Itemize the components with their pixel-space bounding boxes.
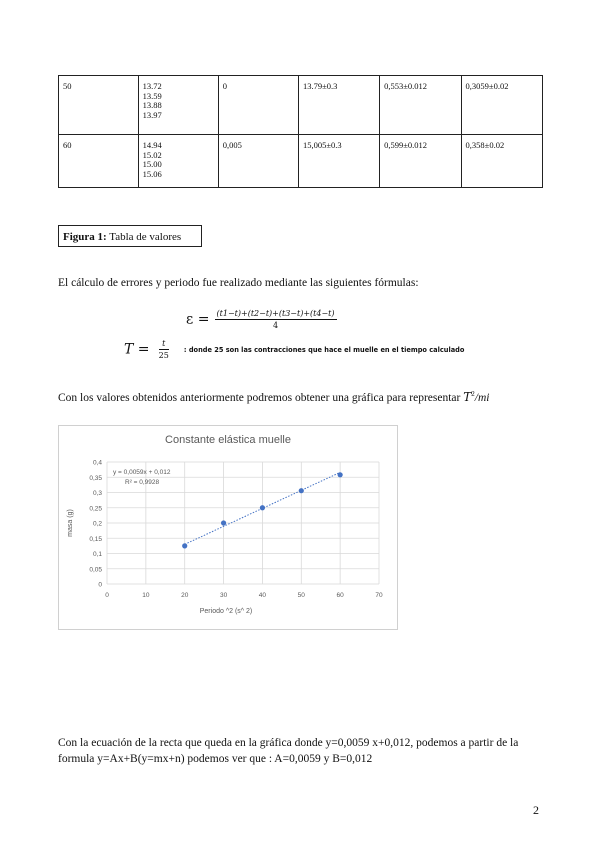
y-axis-label: masa (g) [67, 509, 74, 537]
table-row [59, 135, 543, 188]
data-point [182, 543, 187, 548]
paragraph-equation-1: Con la ecuación de la recta que queda en la gráfica donde y=0,0059 x+0,012, podemos a partir de la [58, 737, 519, 749]
data-point [221, 520, 226, 525]
x-tick-label: 10 [142, 592, 150, 599]
fraction [159, 339, 169, 360]
page-number: 2 [533, 803, 539, 817]
cell-line: 14.94 [142, 140, 162, 150]
formula-lhs: T = [124, 341, 150, 358]
x-tick-label: 70 [375, 592, 383, 599]
table-cell: 0,553±0.012 [380, 76, 461, 135]
formula-lhs: ε = [186, 311, 210, 328]
cell-line: 15.02 [142, 149, 162, 160]
paragraph-equation-2: formula y=Ax+B(y=mx+n) podemos ver que : A=0,0059 y B=0,012 [58, 753, 373, 765]
numerator: (t1−t)+(t2−t)+(t3−t)+(t4−t) [216, 309, 335, 318]
trend-equation: y = 0,0059x + 0,012 [113, 469, 171, 476]
table-cell: 0,005 [218, 135, 298, 188]
caption-text: Tabla de valores [106, 231, 182, 243]
cell-line: 13.88 [142, 100, 162, 111]
numerator: t [159, 339, 169, 350]
y-tick-label: 0,05 [89, 566, 102, 574]
table-cell: 50 [59, 76, 139, 135]
table-cell [138, 76, 218, 135]
table-cell: 60 [59, 135, 139, 188]
caption-label: Figura 1: [63, 231, 107, 243]
formula-note: : donde 25 son las contracciones que hace el muelle en el tiempo calculado [183, 345, 465, 354]
cell-line: 15.06 [142, 168, 162, 179]
y-tick-label: 0,1 [92, 551, 102, 558]
formula-epsilon [186, 309, 337, 330]
table-cell: 0,358±0.02 [461, 135, 542, 188]
y-tick-label: 0 [98, 581, 102, 589]
x-tick-label: 40 [258, 592, 267, 599]
r-squared: R² = 0,9928 [125, 479, 160, 486]
data-point [299, 488, 304, 493]
chart-title: Constante elástica muelle [165, 434, 291, 446]
y-tick-label: 0,15 [89, 535, 102, 543]
math-T: T [463, 390, 472, 404]
y-tick-label: 0,3 [92, 490, 102, 497]
math-sup: 2 [471, 390, 475, 399]
table-cell: 0 [218, 76, 298, 135]
x-tick-label: 0 [105, 592, 109, 599]
denominator: 25 [158, 351, 169, 360]
values-table [58, 75, 543, 188]
cell-line: 15.00 [142, 159, 162, 170]
y-tick-label: 0,2 [92, 520, 102, 528]
table-row [59, 76, 543, 135]
cell-line: 13.59 [142, 90, 162, 101]
paragraph-graph [58, 390, 489, 404]
y-tick-label: 0,25 [89, 505, 102, 513]
table-cell [138, 135, 218, 188]
y-tick-label: 0,35 [89, 474, 102, 482]
table-cell: 0,3059±0.02 [461, 76, 542, 135]
fraction [215, 309, 337, 330]
data-point [260, 505, 265, 510]
table-cell: 15,005±0.3 [298, 135, 379, 188]
chart-frame [58, 425, 398, 630]
x-axis-label: Periodo ^2 (s^ 2) [199, 608, 253, 615]
x-tick-label: 30 [219, 592, 228, 599]
figure-caption [58, 225, 202, 247]
formula-period [124, 339, 464, 360]
cell-line: 13.97 [142, 109, 162, 120]
math-tail: /mi [474, 392, 490, 404]
table-cell: 0,599±0.012 [380, 135, 461, 188]
paragraph-text: Con los valores obtenidos anteriormente podremos obtener una gráfica para representar [58, 392, 464, 404]
table-cell: 13.79±0.3 [298, 76, 379, 135]
x-tick-label: 20 [181, 592, 189, 599]
x-tick-label: 60 [336, 592, 344, 599]
cell-line: 13.72 [142, 81, 162, 91]
y-tick-label: 0,4 [92, 459, 102, 467]
denominator: 4 [272, 321, 279, 330]
data-point [338, 472, 343, 477]
scatter-chart [59, 426, 397, 629]
x-tick-label: 50 [297, 592, 305, 599]
paragraph-errors: El cálculo de errores y periodo fue realizado mediante las siguientes fórmulas: [58, 277, 419, 289]
